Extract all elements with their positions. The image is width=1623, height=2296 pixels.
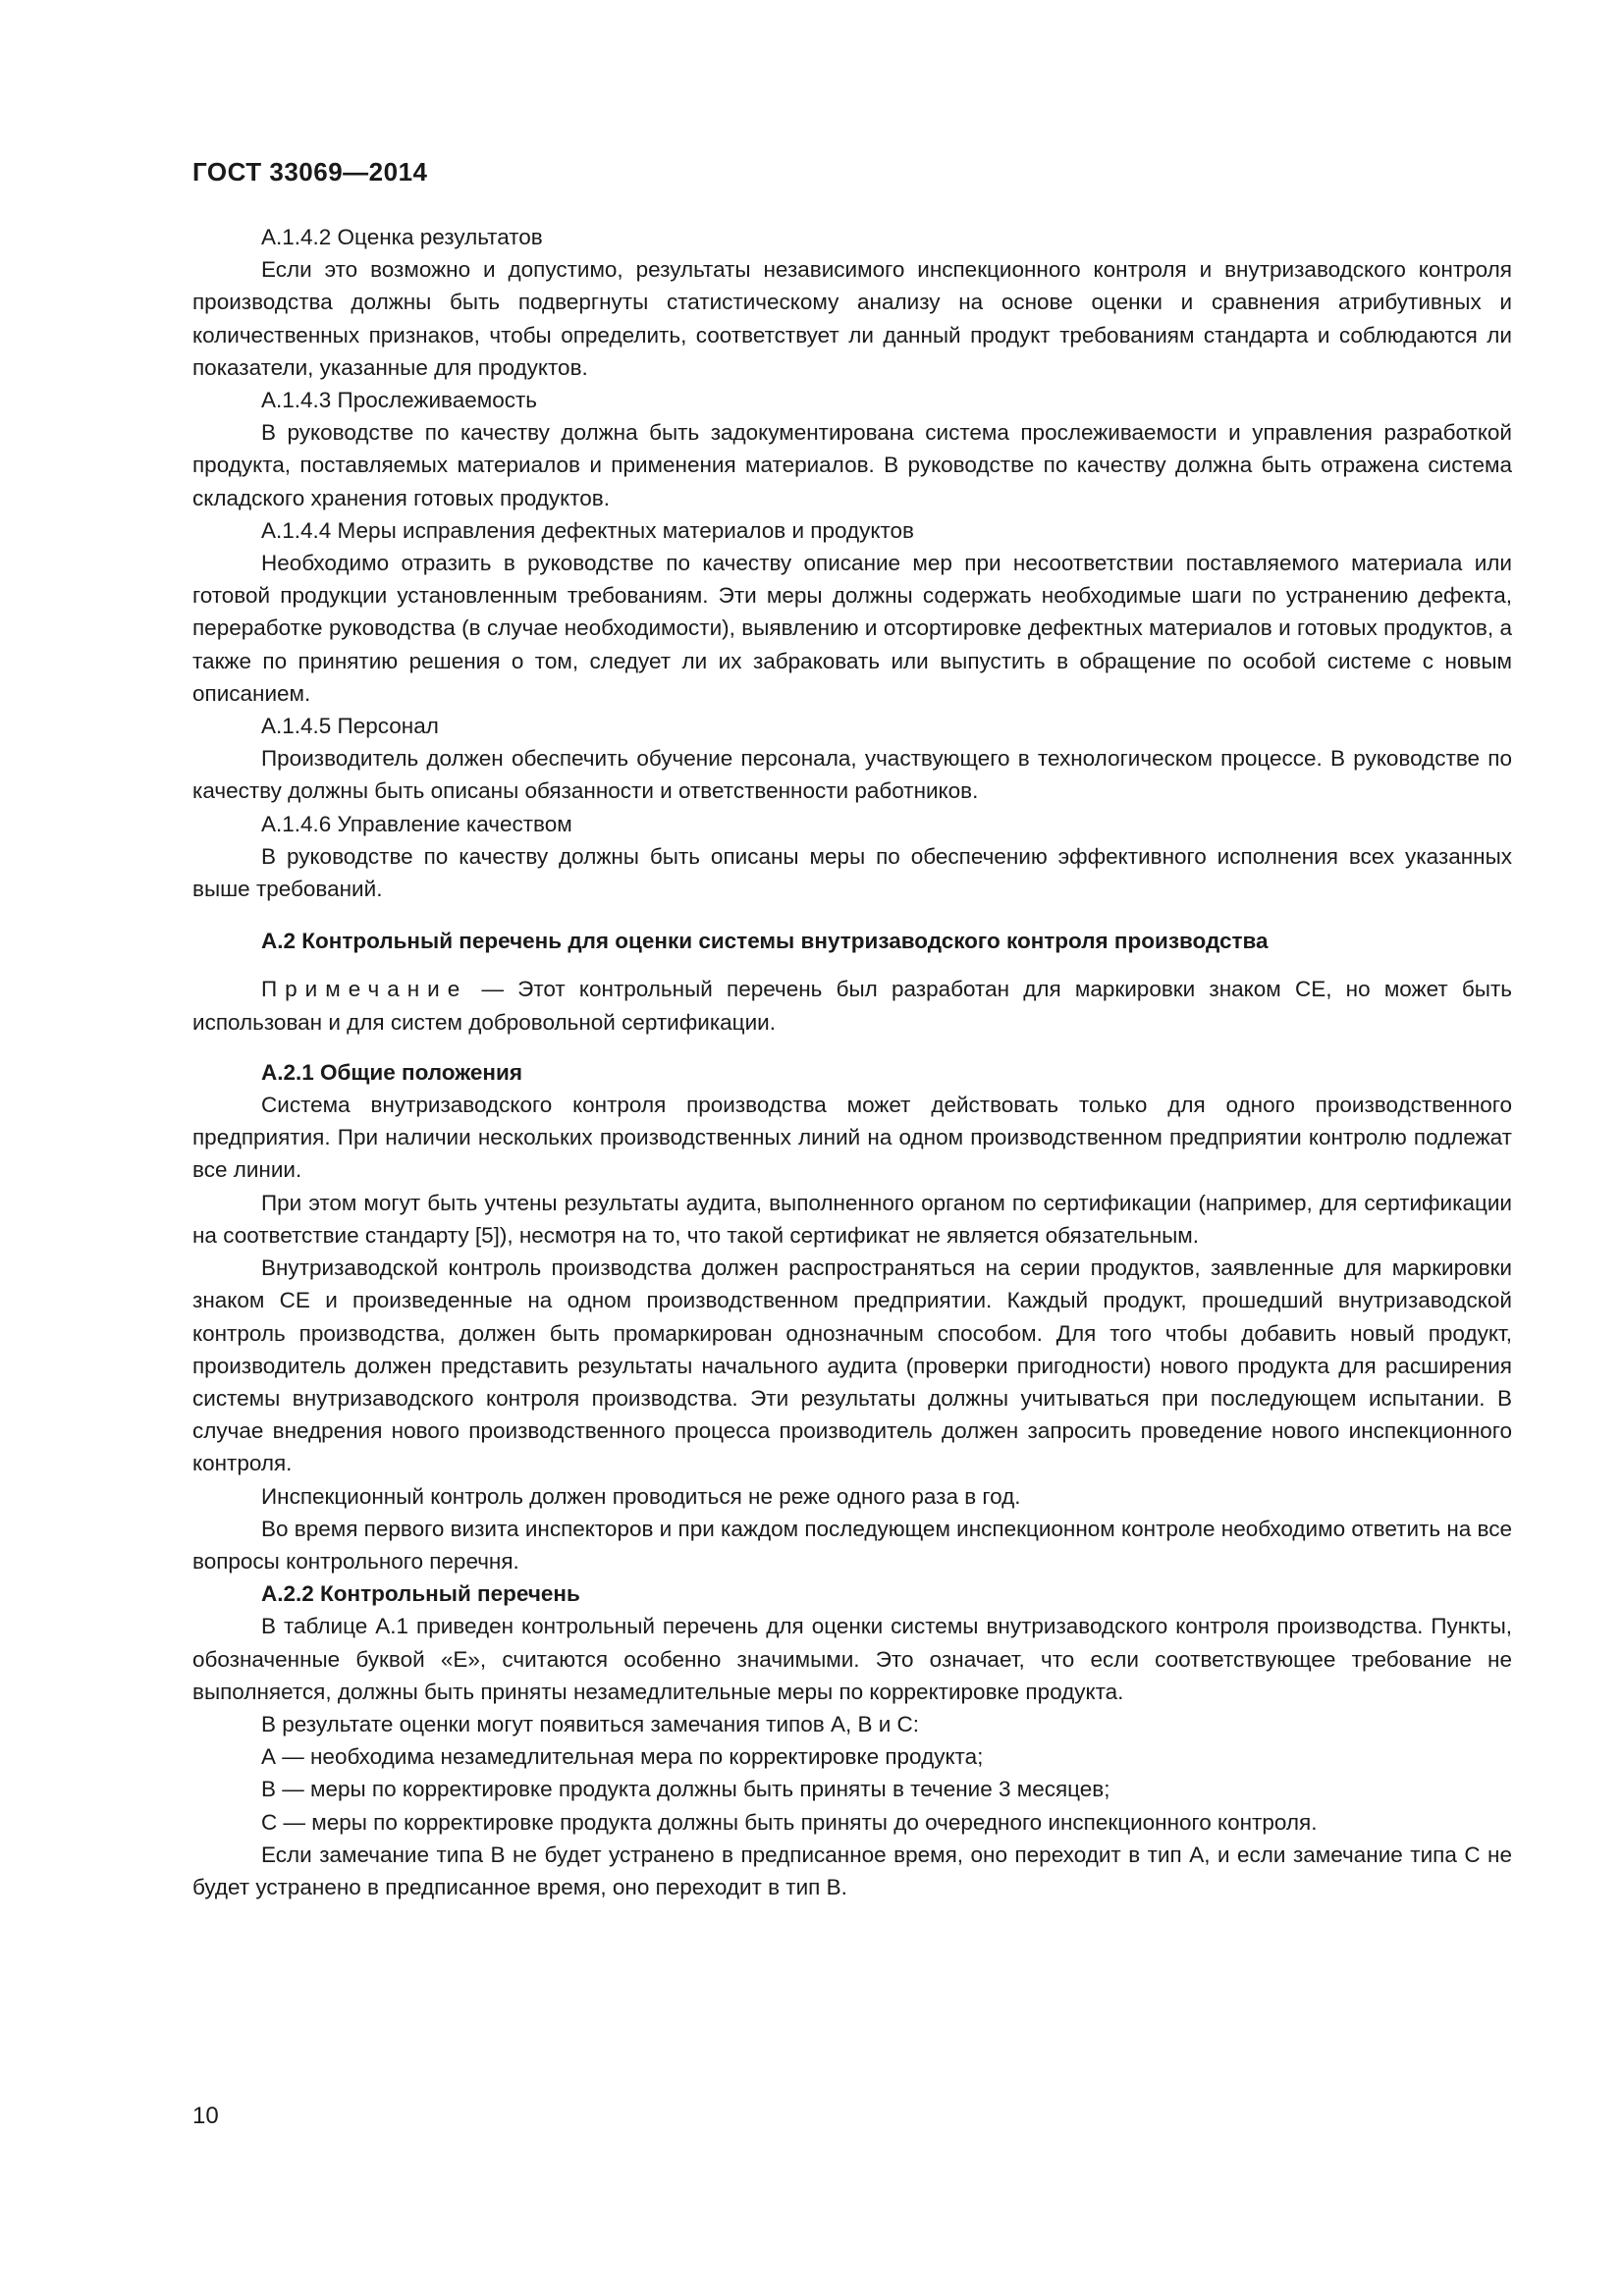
paragraph: В результате оценки могут появиться замечания типов А, В и С: <box>261 1711 920 1736</box>
paragraph: Инспекционный контроль должен проводиться не реже одного раза в год. <box>261 1483 1021 1509</box>
paragraph: Если это возможно и допустимо, результаты независимого инспекционного контроля и внутризаводского контроля производства должны быть подвергнуты статистическому анализу на основе оценки и сравнения атрибутивных и количественных признаков, чтобы определить, соответствует ли данный продукт требованиям стандарта и соблюдаются ли показатели, указанные для продуктов. <box>192 257 1512 380</box>
paragraph: Если замечание типа В не будет устранено в предписанное время, оно переходит в тип А, и если замечание типа С не будет устранено в предписанное время, оно переходит в тип В. <box>192 1842 1512 1899</box>
section-heading-a21: А.2.1 Общие положения <box>261 1059 522 1085</box>
note-text: — Этот контрольный перечень был разработан для маркировки знаком CE, но может быть использован и для систем добровольной сертификации. <box>192 977 1512 1035</box>
section-heading-a145: А.1.4.5 Персонал <box>261 714 439 739</box>
paragraph: Система внутризаводского контроля производства может действовать только для одного производственного предприятия. При наличии нескольких производственных линий на одном производственном предприятии контролю подлежат все линии. <box>192 1093 1512 1183</box>
section-heading-a143: А.1.4.3 Прослеживаемость <box>261 388 537 413</box>
section-heading-a2: А.2 Контрольный перечень для оценки системы внутризаводского контроля производства <box>261 929 1269 954</box>
paragraph: В руководстве по качеству должна быть задокументирована система прослеживаемости и управления разработкой продукта, поставляемых материалов и применения материалов. В руководстве по качеству должна быть отражена система складского хранения готовых продуктов. <box>192 420 1512 510</box>
paragraph: В таблице А.1 приведен контрольный перечень для оценки системы внутризаводского контроля производства. Пункты, обозначенные буквой «E», считаются особенно значимыми. Это означает, что если соответствующее требование не выполняется, должны быть приняты незамедлительные меры по корректировке продукта. <box>192 1614 1512 1704</box>
paragraph: Необходимо отразить в руководстве по качеству описание мер при несоответствии поставляемого материала или готовой продукции установленным требованиям. Эти меры должны содержать необходимые шаги по устранению дефекта, переработке руководства (в случае необходимости), выявлению и отсортировке дефектных материалов и готовых продуктов, а также по принятию решения о том, следует ли их забраковать или выпустить в обращение по особой системе с новым описанием. <box>192 551 1512 706</box>
note-paragraph <box>192 973 1512 1038</box>
list-item-a: А — необходима незамедлительная мера по корректировке продукта; <box>261 1744 984 1770</box>
document-code-header: ГОСТ 33069—2014 <box>192 157 428 187</box>
paragraph: При этом могут быть учтены результаты аудита, выполненного органом по сертификации (например, для сертификации на соответствие стандарту [5]), несмотря на то, что такой сертификат не является обязательным. <box>192 1190 1512 1248</box>
section-heading-a22: А.2.2 Контрольный перечень <box>261 1581 580 1607</box>
page-number: 10 <box>192 2103 219 2129</box>
document-page <box>192 157 1512 1903</box>
section-heading-a144: А.1.4.4 Меры исправления дефектных материалов и продуктов <box>261 517 914 543</box>
paragraph: Во время первого визита инспекторов и при каждом последующем инспекционном контроле необходимо ответить на все вопросы контрольного перечня. <box>192 1516 1512 1574</box>
note-label: Примечание <box>261 977 468 1002</box>
list-item-c: С — меры по корректировке продукта должны быть приняты до очередного инспекционного контроля. <box>261 1809 1318 1835</box>
paragraph: В руководстве по качеству должны быть описаны меры по обеспечению эффективного исполнения всех указанных выше требований. <box>192 843 1512 902</box>
section-heading-a142: А.1.4.2 Оценка результатов <box>261 225 543 249</box>
list-item-b: В — меры по корректировке продукта должны быть приняты в течение 3 месяцев; <box>261 1777 1110 1802</box>
paragraph: Производитель должен обеспечить обучение персонала, участвующего в технологическом процессе. В руководстве по качеству должны быть описаны обязанности и ответственности работников. <box>192 746 1512 804</box>
paragraph: Внутризаводской контроль производства должен распространяться на серии продуктов, заявленные для маркировки знаком CE и произведенные на одном производственном предприятии. Каждый продукт, прошедший внутризаводской контроль производства, должен быть промаркирован однозначным способом. Для того чтобы добавить новый продукт, производитель должен представить результаты начального аудита (проверки пригодности) нового продукта для расширения системы внутризаводского контроля производства. Эти результаты должны учитываться при последующем испытании. В случае внедрения нового производственного процесса производитель должен запросить проведение нового инспекционного контроля. <box>192 1255 1512 1476</box>
section-heading-a146: А.1.4.6 Управление качеством <box>261 811 572 836</box>
